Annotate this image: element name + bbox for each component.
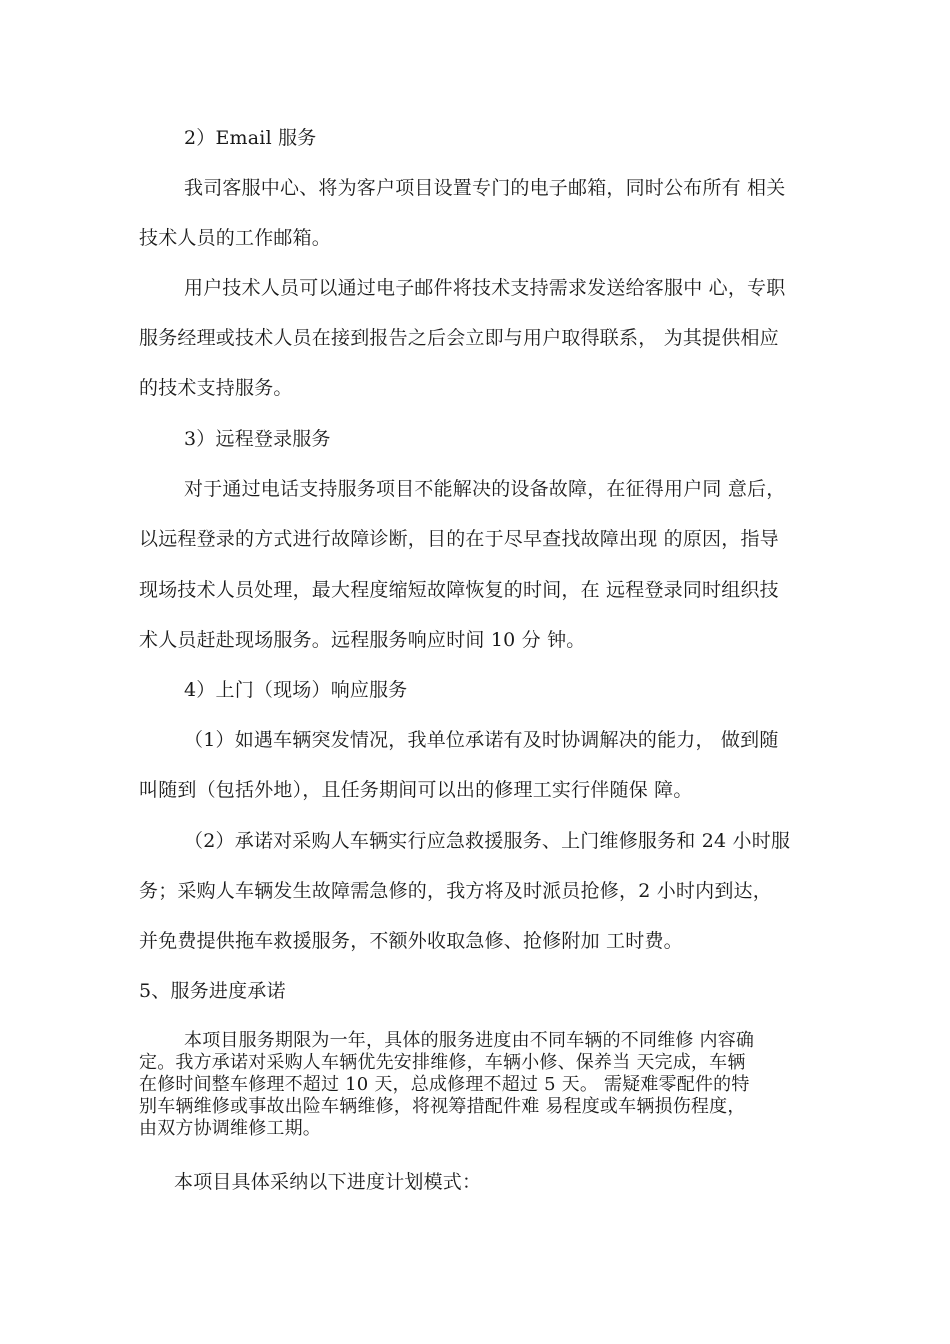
section-3-heading: 3）远程登录服务	[184, 428, 331, 450]
section-5-heading: 5、服务进度承诺	[139, 980, 286, 1002]
section-2-para-2-line-3: 的技术支持服务。	[139, 377, 293, 399]
section-3-para-line-2: 以远程登录的方式进行故障诊断，目的在于尽早查找故障出现 的原因，指导	[139, 528, 779, 550]
section-2-para-1-line-1: 我司客服中心、将为客户项目设置专门的电子邮箱，同时公布所有 相关	[184, 177, 786, 199]
section-4-para-2-line-2: 务；采购人车辆发生故障需急修的，我方将及时派员抢修，2 小时内到达，	[139, 880, 772, 902]
section-5-para-line-5: 由双方协调维修工期。	[139, 1118, 321, 1139]
section-2-heading: 2）Email 服务	[184, 127, 317, 149]
section-2-para-2-line-1: 用户技术人员可以通过电子邮件将技术支持需求发送给客服中 心，专职	[184, 277, 786, 299]
section-5-para-line-2: 定。我方承诺对采购人车辆优先安排维修，车辆小修、保养当 天完成，车辆	[139, 1052, 746, 1073]
section-5-closing: 本项目具体采纳以下进度计划模式：	[174, 1171, 482, 1193]
section-3-para-line-4: 术人员赶赴现场服务。远程服务响应时间 10 分 钟。	[139, 629, 586, 651]
section-2-para-2-line-2: 服务经理或技术人员在接到报告之后会立即与用户取得联系， 为其提供相应	[139, 327, 779, 349]
section-4-para-2-line-3: 并免费提供拖车救援服务，不额外收取急修、抢修附加 工时费。	[139, 930, 683, 952]
section-5-para-line-1: 本项目服务期限为一年，具体的服务进度由不同车辆的不同维修 内容确	[184, 1030, 755, 1051]
section-2-para-1-line-2: 技术人员的工作邮箱。	[139, 227, 332, 249]
section-3-para-line-3: 现场技术人员处理，最大程度缩短故障恢复的时间，在 远程登录同时组织技	[139, 579, 779, 601]
section-4-heading: 4）上门（现场）响应服务	[184, 679, 408, 701]
section-4-para-1-line-1: （1）如遇车辆突发情况，我单位承诺有及时协调解决的能力， 做到随	[184, 729, 779, 751]
section-4-para-2-line-1: （2）承诺对采购人车辆实行应急救援服务、上门维修服务和 24 小时服	[184, 830, 791, 852]
section-3-para-line-1: 对于通过电话支持服务项目不能解决的设备故障，在征得用户同 意后，	[184, 478, 786, 500]
section-4-para-1-line-2: 叫随到（包括外地），且任务期间可以出的修理工实行伴随保 障。	[139, 779, 693, 801]
section-5-para-line-4: 别车辆维修或事故出险车辆维修，将视筹措配件难 易程度或车辆损伤程度，	[139, 1096, 746, 1117]
section-5-para-line-3: 在修时间整车修理不超过 10 天，总成修理不超过 5 天。 需疑难零配件的特	[139, 1074, 750, 1095]
